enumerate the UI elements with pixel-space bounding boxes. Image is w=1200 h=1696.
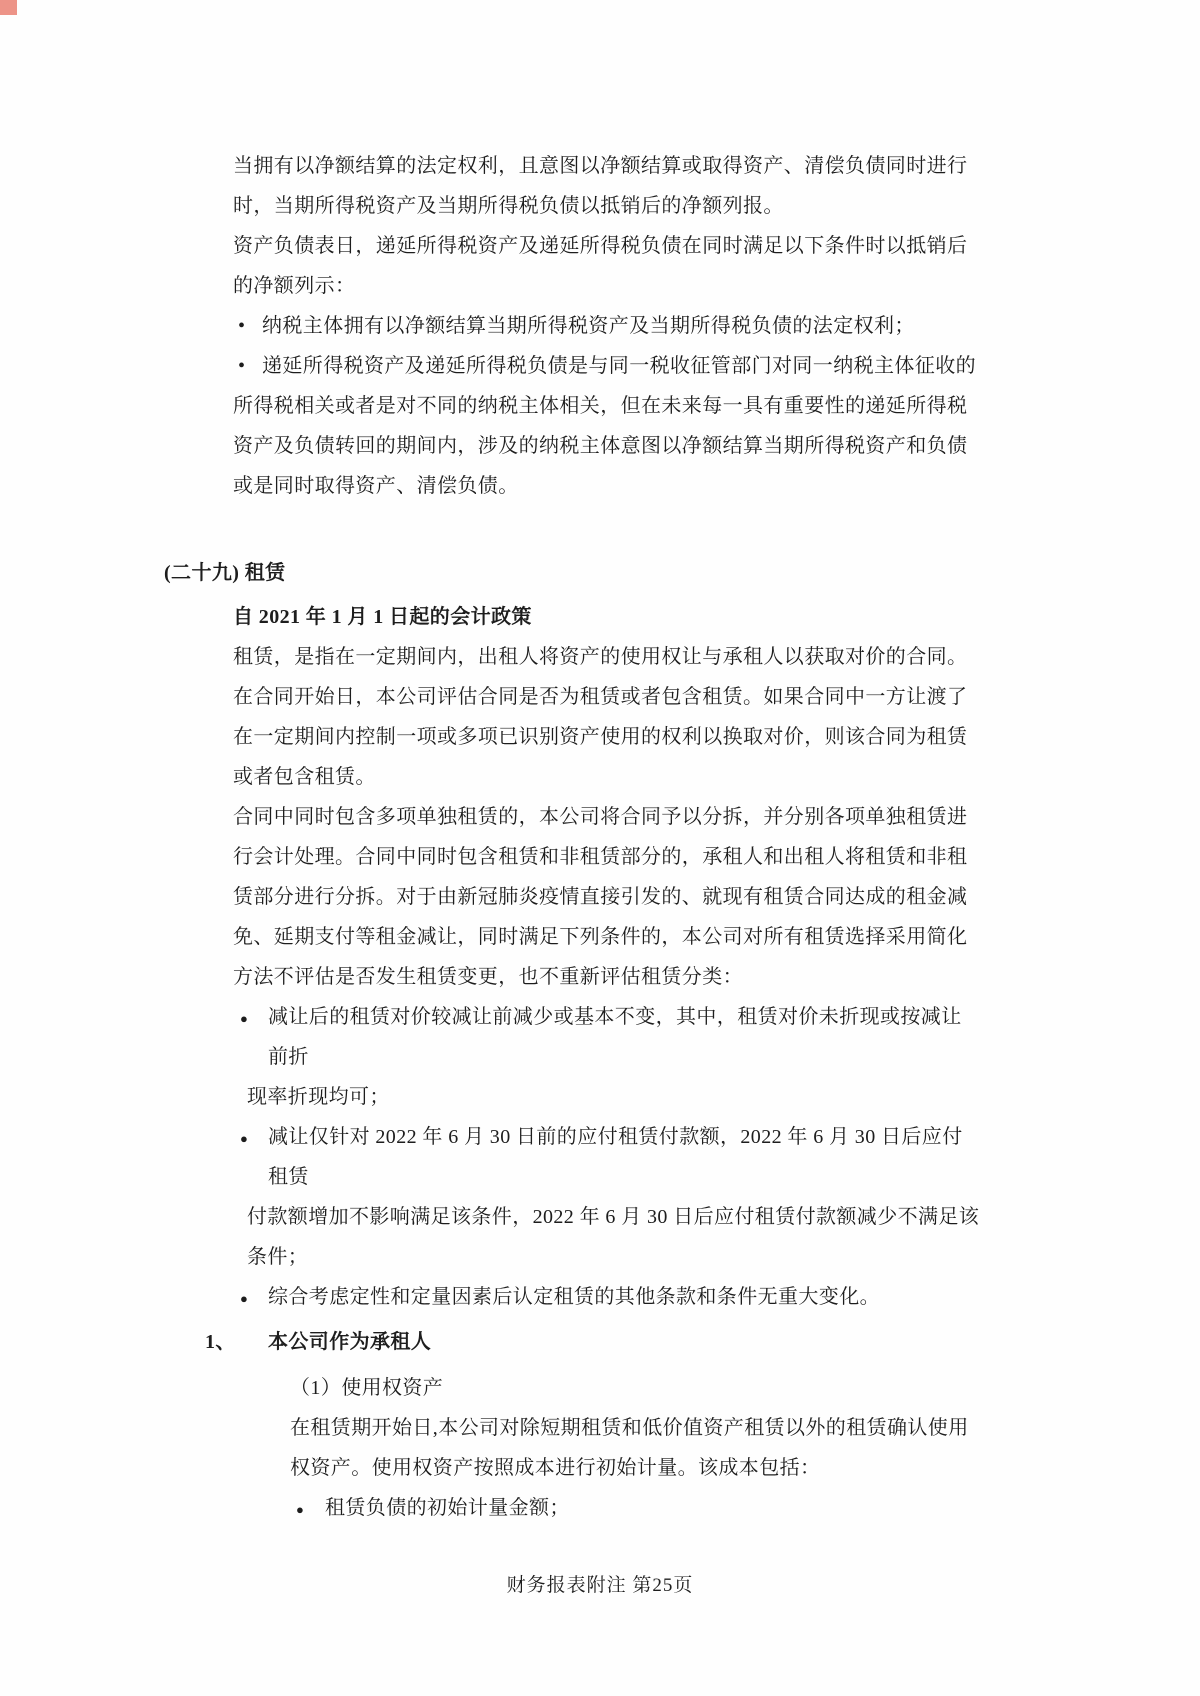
- sub-heading: （1）使用权资产: [290, 1377, 444, 1399]
- paragraph-line: 方法不评估是否发生租赁变更，也不重新评估租赁分类：: [233, 966, 743, 988]
- bullet-icon: ●: [296, 1502, 305, 1517]
- paragraph-line: 权资产。使用权资产按照成本进行初始计量。该成本包括：: [290, 1457, 821, 1479]
- heading-title: 本公司作为承租人: [268, 1331, 432, 1353]
- page-footer: 财务报表附注 第25页: [506, 1575, 694, 1596]
- bullet-item: [233, 997, 975, 1037]
- section-heading: (二十九) 租赁: [164, 562, 286, 584]
- bullet-wrap-line: 租赁: [268, 1166, 309, 1188]
- bullet-icon: ●: [240, 1131, 249, 1146]
- bullet-icon: •: [238, 315, 246, 337]
- bullet-text: 减让后的租赁对价较减让前减少或基本不变，其中，租赁对价未折现或按减让: [268, 1006, 962, 1028]
- bullet-continuation: 付款额增加不影响满足该条件，2022 年 6 月 30 日后应付租赁付款额减少不满足该: [247, 1206, 980, 1228]
- bullet-text: 纳税主体拥有以净额结算当期所得税资产及当期所得税负债的法定权利；: [262, 315, 915, 337]
- bullet-continuation: 所得税相关或者是对不同的纳税主体相关，但在未来每一具有重要性的递延所得税: [233, 395, 968, 417]
- bullet-continuation: 条件；: [247, 1246, 309, 1268]
- bullet-item: [233, 1277, 975, 1317]
- scan-artifact: [0, 0, 17, 15]
- bullet-item: [233, 1117, 975, 1157]
- bullet-continuation: 现率折现均可；: [247, 1086, 390, 1108]
- heading-number: 1、: [205, 1331, 236, 1353]
- paragraph-line: 合同中同时包含多项单独租赁的，本公司将合同予以分拆，并分别各项单独租赁进: [233, 806, 968, 828]
- paragraph-line: 在租赁期开始日,本公司对除短期租赁和低价值资产租赁以外的租赁确认使用: [290, 1417, 969, 1439]
- bullet-wrap-line: 前折: [268, 1046, 309, 1068]
- paragraph-line: 免、延期支付等租金减让，同时满足下列条件的，本公司对所有租赁选择采用简化: [233, 926, 968, 948]
- paragraph-line: 或者包含租赁。: [233, 766, 376, 788]
- paragraph-line: 在合同开始日，本公司评估合同是否为租赁或者包含租赁。如果合同中一方让渡了: [233, 686, 968, 708]
- bullet-text: 综合考虑定性和定量因素后认定租赁的其他条款和条件无重大变化。: [268, 1286, 880, 1308]
- bullet-text: 减让仅针对 2022 年 6 月 30 日前的应付租赁付款额，2022 年 6 月 30 日后应付: [268, 1126, 963, 1148]
- bullet-item: [233, 306, 975, 346]
- bullet-text: 递延所得税资产及递延所得税负债是与同一税收征管部门对同一纳税主体征收的: [262, 355, 976, 377]
- bullet-item: [290, 1488, 975, 1528]
- bullet-continuation: 资产及负债转回的期间内，涉及的纳税主体意图以净额结算当期所得税资产和负债: [233, 435, 968, 457]
- bullet-icon: •: [238, 355, 246, 377]
- numbered-heading: [205, 1322, 975, 1362]
- document-body: [164, 146, 980, 1528]
- bullet-icon: ●: [240, 1011, 249, 1026]
- paragraph-line: 资产负债表日，递延所得税资产及递延所得税负债在同时满足以下条件时以抵销后: [233, 235, 968, 257]
- bullet-icon: ●: [240, 1291, 249, 1306]
- bullet-item: [233, 346, 975, 386]
- paragraph-line: 当拥有以净额结算的法定权利，且意图以净额结算或取得资产、清偿负债同时进行: [233, 155, 968, 177]
- bullet-text: 租赁负债的初始计量金额；: [325, 1497, 570, 1519]
- paragraph-line: 在一定期间内控制一项或多项已识别资产使用的权利以换取对价，则该合同为租赁: [233, 726, 968, 748]
- policy-heading: 自 2021 年 1 月 1 日起的会计政策: [233, 606, 532, 628]
- paragraph-line: 的净额列示：: [233, 275, 356, 297]
- paragraph-line: 租赁，是指在一定期间内，出租人将资产的使用权让与承租人以获取对价的合同。: [233, 646, 968, 668]
- paragraph-line: 赁部分进行分拆。对于由新冠肺炎疫情直接引发的、就现有租赁合同达成的租金减: [233, 886, 968, 908]
- paragraph-line: 行会计处理。合同中同时包含租赁和非租赁部分的，承租人和出租人将租赁和非租: [233, 846, 968, 868]
- bullet-continuation: 或是同时取得资产、清偿负债。: [233, 475, 519, 497]
- paragraph-line: 时，当期所得税资产及当期所得税负债以抵销后的净额列报。: [233, 195, 784, 217]
